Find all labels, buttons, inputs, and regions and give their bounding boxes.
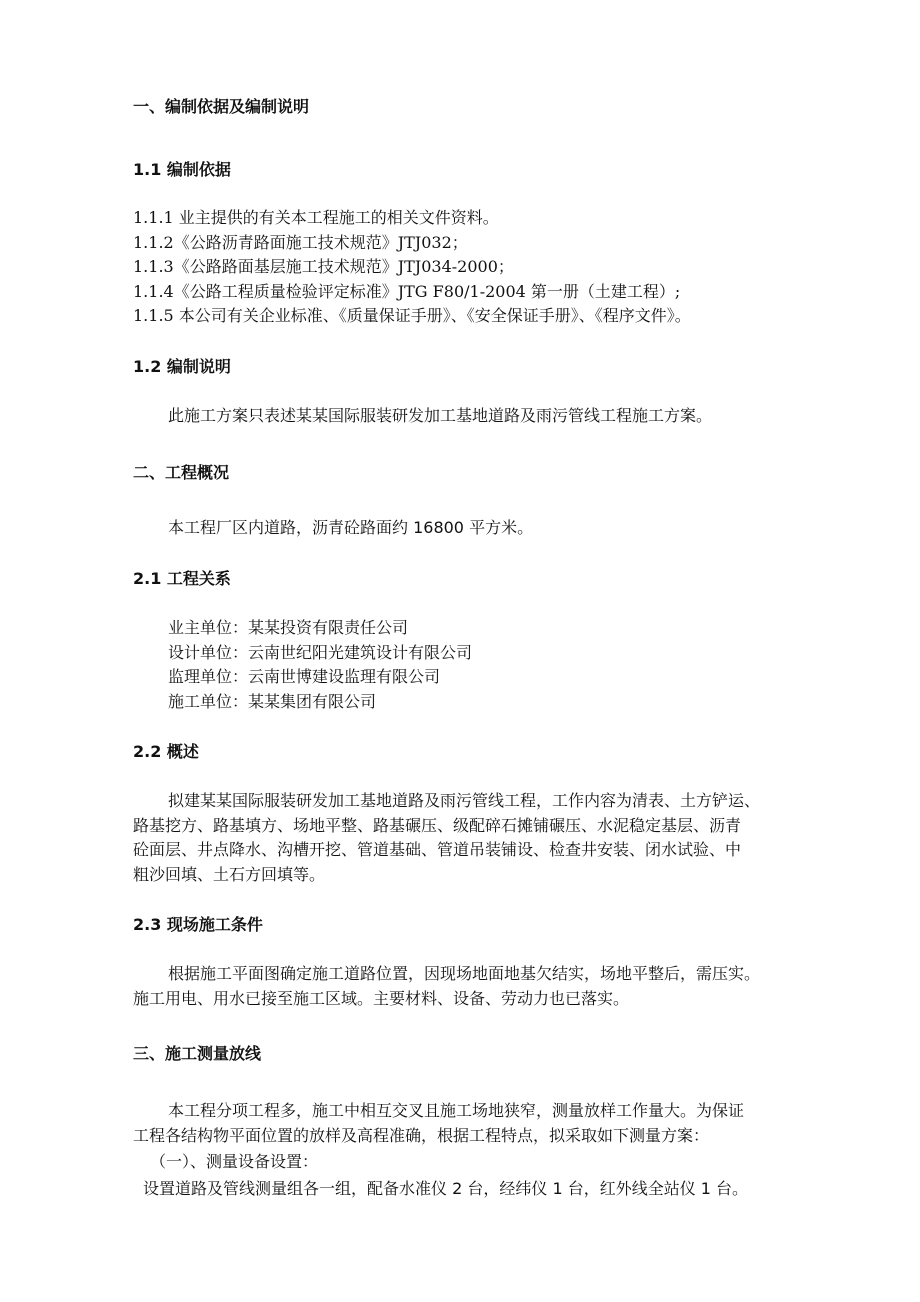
party-supervisor: 监理单位：云南世博建设监理有限公司 bbox=[168, 667, 441, 686]
overview-line-4: 粗沙回填、土石方回填等。 bbox=[133, 865, 326, 884]
party-contractor: 施工单位：某某集团有限公司 bbox=[168, 692, 377, 711]
section-heading-3: 三、施工测量放线 bbox=[133, 1044, 262, 1063]
party-designer: 设计单位：云南世纪阳光建筑设计有限公司 bbox=[168, 643, 473, 662]
basis-item-3: 1.1.3《公路路面基层施工技术规范》JTJ034-2000； bbox=[133, 257, 514, 276]
basis-item-4: 1.1.4《公路工程质量检验评定标准》JTG F80/1-2004 第一册（土建工程）; bbox=[133, 282, 681, 301]
overview-line-2: 路基挖方、路基填方、场地平整、路基碾压、级配碎石摊铺碾压、水泥稳定基层、沥青 bbox=[133, 816, 742, 835]
site-conditions-line-1: 根据施工平面图确定施工道路位置，因现场地面地基欠结实，场地平整后，需压实。 bbox=[168, 964, 761, 983]
subsection-heading-1-2: 1.2 编制说明 bbox=[133, 357, 231, 376]
compilation-note: 此施工方案只表述某某国际服装研发加工基地道路及雨污管线工程施工方案。 bbox=[168, 406, 713, 425]
party-owner: 业主单位：某某投资有限责任公司 bbox=[168, 618, 409, 637]
subsection-heading-1-1: 1.1 编制依据 bbox=[133, 160, 231, 179]
basis-item-1: 1.1.1 业主提供的有关本工程施工的相关文件资料。 bbox=[133, 208, 499, 227]
section-heading-1: 一、编制依据及编制说明 bbox=[133, 97, 310, 116]
subsection-heading-2-3: 2.3 现场施工条件 bbox=[133, 915, 263, 934]
overview-line-3: 砼面层、井点降水、沟槽开挖、管道基础、管道吊装铺设、检查井安装、闭水试验、中 bbox=[133, 840, 742, 859]
survey-equipment-heading: （一）、测量设备设置： bbox=[150, 1152, 319, 1171]
survey-equipment-text: 设置道路及管线测量组各一组，配备水准仪 2 台，经纬仪 1 台，红外线全站仪 1 台。 bbox=[143, 1179, 749, 1198]
section-heading-2: 二、工程概况 bbox=[133, 463, 230, 482]
survey-line-2: 工程各结构物平面位置的放样及高程准确，根据工程特点，拟采取如下测量方案： bbox=[133, 1126, 710, 1145]
project-intro: 本工程厂区内道路，沥青砼路面约 16800 平方米。 bbox=[168, 518, 534, 537]
survey-line-1: 本工程分项工程多，施工中相互交叉且施工场地狭窄，测量放样工作量大。为保证 bbox=[168, 1101, 745, 1120]
subsection-heading-2-2: 2.2 概述 bbox=[133, 742, 199, 761]
basis-item-5: 1.1.5 本公司有关企业标准、《质量保证手册》、《安全保证手册》、《程序文件》。 bbox=[133, 306, 691, 325]
subsection-heading-2-1: 2.1 工程关系 bbox=[133, 569, 231, 588]
overview-line-1: 拟建某某国际服装研发加工基地道路及雨污管线工程，工作内容为清表、土方铲运、 bbox=[168, 791, 761, 810]
site-conditions-line-2: 施工用电、用水已接至施工区域。主要材料、设备、劳动力也已落实。 bbox=[133, 989, 630, 1008]
basis-item-2: 1.1.2《公路沥青路面施工技术规范》JTJ032； bbox=[133, 233, 468, 252]
